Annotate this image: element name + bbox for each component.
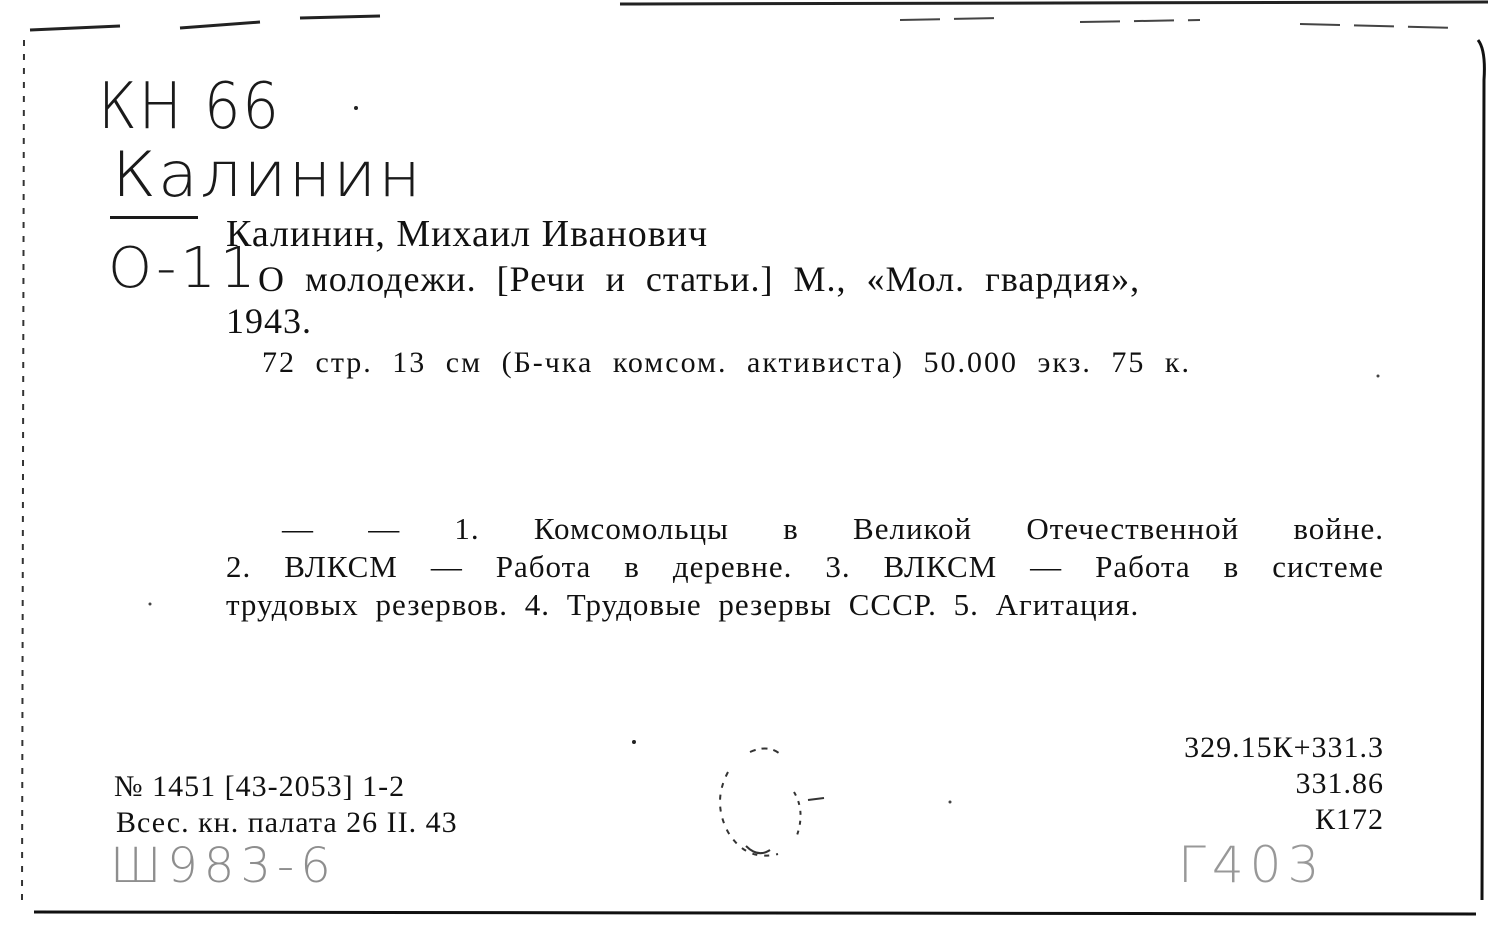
- handwritten-class-mark: О-11: [108, 236, 260, 301]
- handwritten-note: Г403: [1178, 836, 1326, 894]
- book-chamber-note: Всес. кн. палата 26 II. 43: [116, 806, 458, 839]
- subject-tracings: [226, 510, 1384, 624]
- subject-line: трудовых резервов. 4. Трудовые резервы СССР. 5. Агитация.: [226, 587, 1140, 622]
- subject-line: 2. ВЛКСМ — Работа в деревне. 3. ВЛКСМ — Работа в системе: [226, 549, 1384, 584]
- faded-stamp: [698, 742, 838, 872]
- classification-numbers: [1184, 730, 1384, 838]
- collation: 72 стр. 13 см (Б-чка комсом. активиста) 50.000 экз. 75 к.: [262, 346, 1191, 379]
- handwritten-inventory-number: Ш983-6: [110, 838, 337, 894]
- handwritten-rule: [110, 216, 198, 219]
- author-heading: Калинин, Михаил Иванович: [226, 213, 709, 255]
- handwritten-author: Калинин: [112, 138, 423, 211]
- classification-number: 329.15К+331.3: [1184, 731, 1384, 764]
- subject-line: — — 1. Комсомольцы в Великой Отечественной войне.: [282, 511, 1384, 546]
- handwritten-call-number: КН 66: [98, 70, 281, 144]
- title-statement: О молодежи. [Речи и статьи.] М., «Мол. гвардия»,: [258, 259, 1141, 299]
- classification-number: К172: [1314, 803, 1384, 836]
- classification-number: 331.86: [1295, 767, 1384, 800]
- publication-year: 1943.: [226, 301, 312, 341]
- record-number: № 1451 [43-2053] 1-2: [114, 770, 406, 803]
